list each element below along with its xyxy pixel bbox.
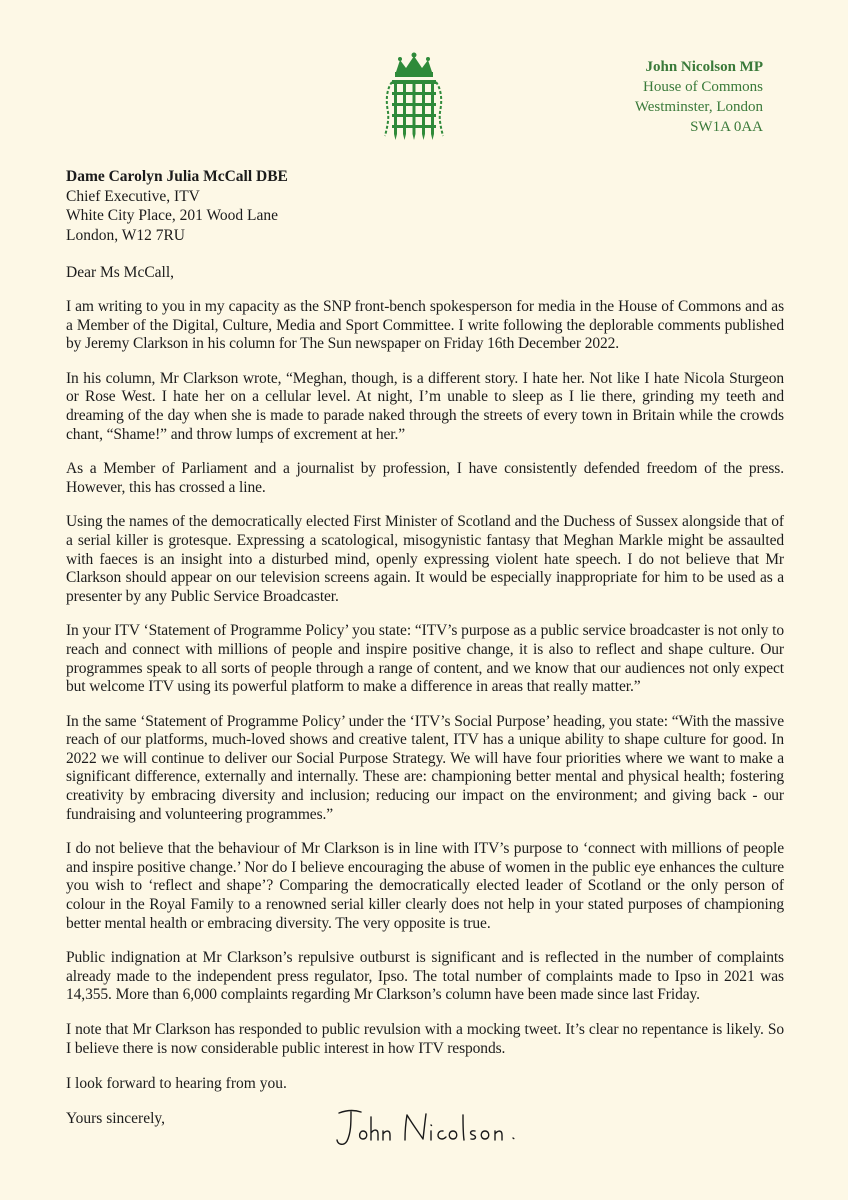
- recipient-name: Dame Carolyn Julia McCall DBE: [66, 168, 288, 185]
- portcullis-crest-icon: [382, 52, 446, 144]
- closing-line: I look forward to hearing from you.: [66, 1075, 287, 1093]
- sender-address-line-3: SW1A 0AA: [690, 119, 763, 135]
- paragraph: In the same ‘Statement of Programme Policy’ under the ‘ITV’s Social Purpose’ heading, you state: “With the massive reach of our platforms, much-loved shows and creative talent, ITV has a unique ability to shape culture for good. In 2022 we will continue to deliver our Social Purpose Strategy. We will have four priorities where we want to make a significant difference, externally and internally. These are: championing better mental and physical health; fostering creativity by embracing diversity and inclusion; reducing our impact on the environment; and giving back - our fundraising and volunteering programmes.”: [66, 712, 784, 823]
- paragraph: As a Member of Parliament and a journalist by profession, I have consistently defended freedom of the press. However, this has crossed a line.: [66, 460, 784, 496]
- sender-address-line-2: Westminster, London: [634, 99, 763, 115]
- sender-name: John Nicolson MP: [645, 59, 763, 75]
- sender-address: [635, 57, 763, 137]
- paragraph: In your ITV ‘Statement of Programme Policy’ you state: “ITV’s purpose as a public service broadcaster is not only to reach and connect with millions of people and inspire positive change, it is also to reflect and shape culture. Our programmes speak to all sorts of people through a range of content, and we know that our audiences not only expect but welcome ITV using its powerful platform to make a difference in areas that really matter.”: [66, 622, 784, 696]
- paragraph: Public indignation at Mr Clarkson’s repulsive outburst is significant and is reflected in the number of complaints already made to the independent press regulator, Ipso. The total number of complaints made to Ipso in 2021 was 14,355. More than 6,000 complaints regarding Mr Clarkson’s column have been made since last Friday.: [66, 949, 784, 1004]
- paragraph: I am writing to you in my capacity as the SNP front-bench spokesperson for media in the House of Commons and as a Member of the Digital, Culture, Media and Sport Committee. I write following the deplorable comments published by Jeremy Clarkson in his column for The Sun newspaper on Friday 16th December 2022.: [66, 298, 784, 353]
- recipient-address: [66, 167, 288, 245]
- sender-address-line-1: House of Commons: [643, 79, 763, 95]
- handwritten-signature: [333, 1103, 523, 1153]
- paragraph: Using the names of the democratically elected First Minister of Scotland and the Duchess of Sussex alongside that of a serial killer is grotesque. Expressing a scatological, misogynistic fantasy that Meghan Markle might be assaulted with faeces is an insight into a disturbed mind, openly expressing violent hate speech. I do not believe that Mr Clarkson should appear on our television screens again. It would be especially inappropriate for him to be used as a presenter by any Public Service Broadcaster.: [66, 513, 784, 605]
- recipient-address-line-2: White City Place, 201 Wood Lane: [66, 207, 278, 224]
- paragraph: I do not believe that the behaviour of Mr Clarkson is in line with ITV’s purpose to ‘connect with millions of people and inspire positive change.’ Nor do I believe encouraging the abuse of women in the public eye enhances the culture you wish to ‘reflect and shape’? Comparing the democratically elected leader of Scotland or the only person of colour in the Royal Family to a renowned serial killer clearly does not help in your stated purposes of championing better mental health or embracing diversity. The very opposite is true.: [66, 840, 784, 932]
- letter-body: [66, 263, 784, 1144]
- paragraph: In his column, Mr Clarkson wrote, “Meghan, though, is a different story. I hate her. Not like I hate Nicola Sturgeon or Rose West. I hate her on a cellular level. At night, I’m unable to sleep as I lie there, grinding my teeth and dreaming of the day when she is made to parade naked through the streets of every town in Britain while the crowds chant, “Shame!” and throw lumps of excrement at her.”: [66, 369, 784, 443]
- paragraph: I note that Mr Clarkson has responded to public revulsion with a mocking tweet. It’s clear no repentance is likely. So I believe there is now considerable public interest in how ITV responds.: [66, 1021, 784, 1057]
- recipient-address-line-1: Chief Executive, ITV: [66, 187, 200, 205]
- salutation: Dear Ms McCall,: [66, 264, 175, 281]
- sign-off: Yours sincerely,: [66, 1110, 166, 1128]
- recipient-address-line-3: London, W12 7RU: [66, 226, 185, 244]
